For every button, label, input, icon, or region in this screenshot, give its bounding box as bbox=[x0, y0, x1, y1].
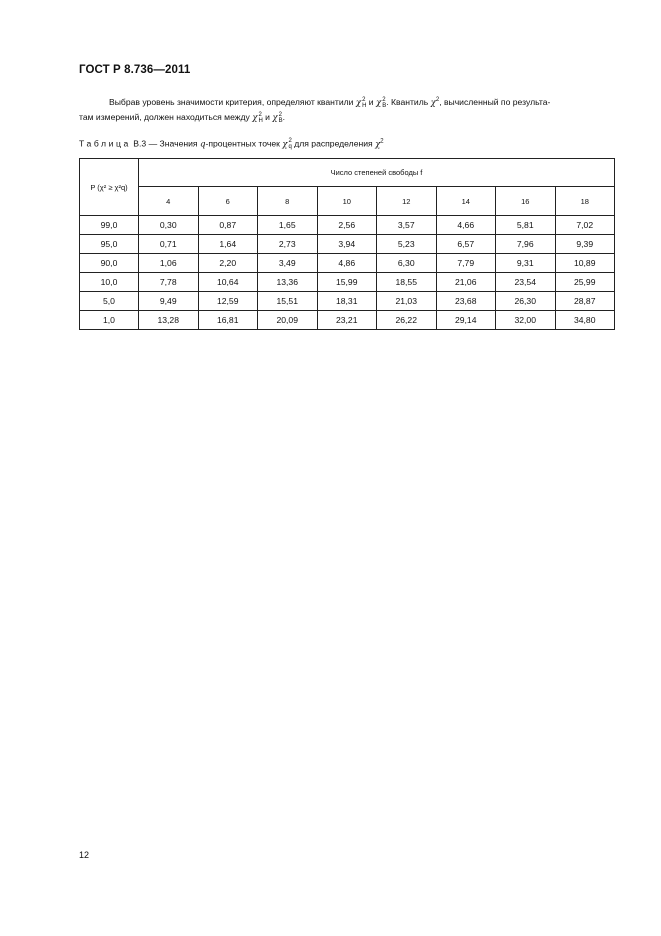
table-cell: 26,30 bbox=[496, 292, 556, 311]
table-cell: 15,99 bbox=[317, 273, 377, 292]
column-header: 4 bbox=[139, 187, 199, 216]
table-cell: 32,00 bbox=[496, 311, 556, 330]
table-cell: 7,79 bbox=[436, 254, 496, 273]
column-header: 10 bbox=[317, 187, 377, 216]
table-caption: Таблица В.3 — Значения q-процентных точек χ 2 q для распределения $\chi^2$ bbox=[79, 138, 384, 150]
table-cell: 23,21 bbox=[317, 311, 377, 330]
column-header: 12 bbox=[377, 187, 437, 216]
table-cell: 9,39 bbox=[555, 235, 615, 254]
table-row bbox=[80, 235, 615, 254]
table-cell: 34,80 bbox=[555, 311, 615, 330]
table-cell: 9,31 bbox=[496, 254, 556, 273]
table-cell: 9,49 bbox=[139, 292, 199, 311]
table-cell: 0,87 bbox=[198, 216, 258, 235]
table-cell: 29,14 bbox=[436, 311, 496, 330]
table-cell: 25,99 bbox=[555, 273, 615, 292]
table-cell: 28,87 bbox=[555, 292, 615, 311]
table-row bbox=[80, 292, 615, 311]
table-cell: 15,51 bbox=[258, 292, 318, 311]
table-row bbox=[80, 216, 615, 235]
table-cell: 2,20 bbox=[198, 254, 258, 273]
degrees-of-freedom-header: Число степеней свободы f bbox=[139, 159, 615, 187]
table-cell: 1,65 bbox=[258, 216, 318, 235]
table-cell: 0,30 bbox=[139, 216, 199, 235]
table-cell: 23,54 bbox=[496, 273, 556, 292]
probability-cell: 99,0 bbox=[80, 216, 139, 235]
table-cell: 21,03 bbox=[377, 292, 437, 311]
probability-cell: 10,0 bbox=[80, 273, 139, 292]
column-header: 6 bbox=[198, 187, 258, 216]
table-cell: 7,96 bbox=[496, 235, 556, 254]
column-header: 16 bbox=[496, 187, 556, 216]
column-header: 8 bbox=[258, 187, 318, 216]
table-cell: 12,59 bbox=[198, 292, 258, 311]
probability-header: P (χ² ≥ χ²q) bbox=[80, 159, 139, 216]
table-cell: 5,81 bbox=[496, 216, 556, 235]
table-cell: 3,49 bbox=[258, 254, 318, 273]
column-header: 14 bbox=[436, 187, 496, 216]
table-cell: 13,36 bbox=[258, 273, 318, 292]
table-row bbox=[80, 311, 615, 330]
probability-cell: 90,0 bbox=[80, 254, 139, 273]
table-body bbox=[80, 216, 615, 330]
table-cell: 10,89 bbox=[555, 254, 615, 273]
table-cell: 2,56 bbox=[317, 216, 377, 235]
body-paragraph: Выбрав уровень значимости критерия, определяют квантили χ 2 Н и χ 2 В . Квантиль $\chi^2$, вычисленный по результа- там измерений, должен находиться между χ 2 Н и χ 2 В . bbox=[79, 96, 551, 124]
table-cell: 13,28 bbox=[139, 311, 199, 330]
table-cell: 16,81 bbox=[198, 311, 258, 330]
table-cell: 3,94 bbox=[317, 235, 377, 254]
table-cell: 2,73 bbox=[258, 235, 318, 254]
table-row bbox=[80, 273, 615, 292]
table-cell: 18,55 bbox=[377, 273, 437, 292]
table-cell: 7,02 bbox=[555, 216, 615, 235]
table-cell: 6,57 bbox=[436, 235, 496, 254]
table-cell: 1,64 bbox=[198, 235, 258, 254]
table-cell: 7,78 bbox=[139, 273, 199, 292]
column-header-row bbox=[80, 187, 615, 216]
table-cell: 5,23 bbox=[377, 235, 437, 254]
probability-cell: 5,0 bbox=[80, 292, 139, 311]
table-cell: 1,06 bbox=[139, 254, 199, 273]
table-cell: 0,71 bbox=[139, 235, 199, 254]
table-cell: 4,86 bbox=[317, 254, 377, 273]
table-cell: 20,09 bbox=[258, 311, 318, 330]
document-title: ГОСТ Р 8.736—2011 bbox=[79, 64, 191, 76]
table-cell: 26,22 bbox=[377, 311, 437, 330]
table-cell: 23,68 bbox=[436, 292, 496, 311]
table-cell: 21,06 bbox=[436, 273, 496, 292]
probability-cell: 95,0 bbox=[80, 235, 139, 254]
table-cell: 3,57 bbox=[377, 216, 437, 235]
table-cell: 4,66 bbox=[436, 216, 496, 235]
probability-cell: 1,0 bbox=[80, 311, 139, 330]
table-cell: 10,64 bbox=[198, 273, 258, 292]
chi-square-table bbox=[79, 158, 615, 330]
column-header: 18 bbox=[555, 187, 615, 216]
table-cell: 6,30 bbox=[377, 254, 437, 273]
table-cell: 18,31 bbox=[317, 292, 377, 311]
table-row bbox=[80, 254, 615, 273]
page-number: 12 bbox=[79, 850, 90, 860]
